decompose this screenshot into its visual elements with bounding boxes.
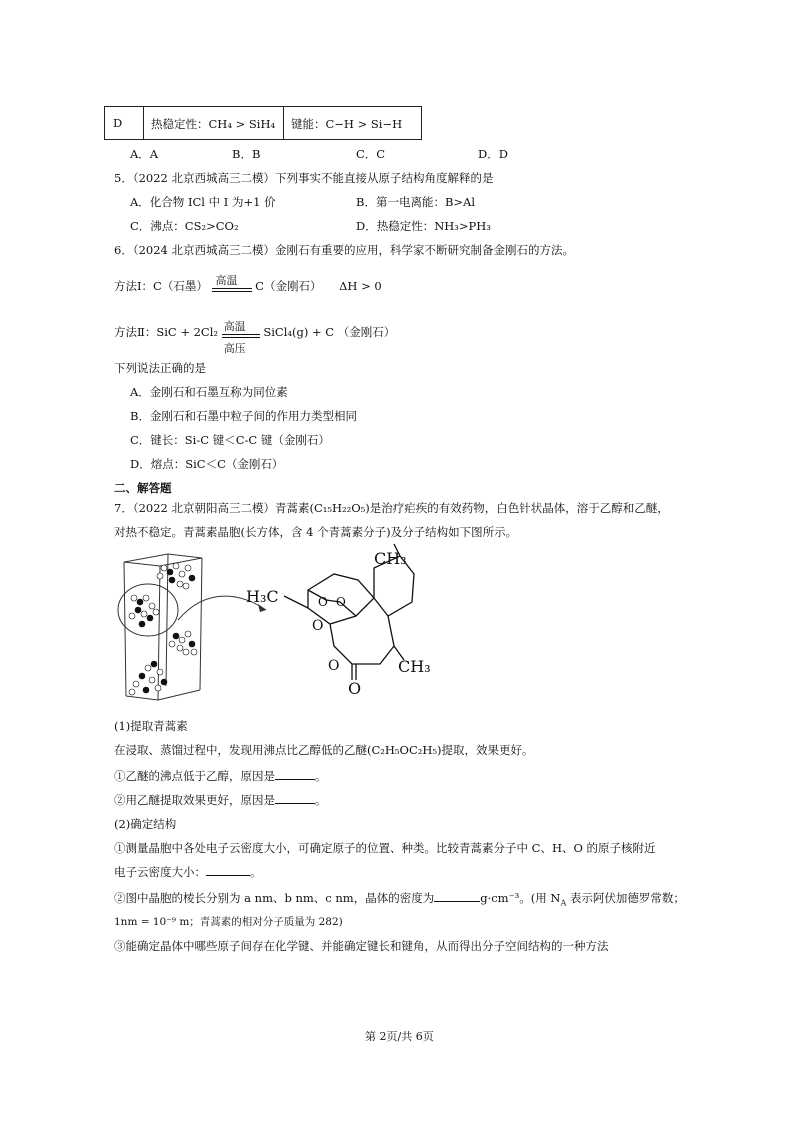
part2-q1-line2 (114, 864, 262, 880)
table-divider (283, 107, 284, 139)
part2-q2 (114, 890, 685, 907)
ch3-right-label: CH₃ (398, 657, 431, 676)
method1-equals-sign (212, 288, 252, 292)
q6-option-d: D．熔点：SiC＜C（金刚石） (130, 457, 284, 471)
atom-clusters (129, 563, 197, 695)
q6-option-b: B．金刚石和石墨中粒子间的作用力类型相同 (130, 409, 357, 423)
q6-question: 下列说法正确的是 (114, 361, 206, 375)
part2-q2-line2: 1nm = 10⁻⁹ m；青蒿素的相对分子质量为 282) (114, 916, 343, 928)
method2-condition-bottom: 高压 (223, 342, 246, 355)
highlight-ellipse (118, 584, 178, 636)
q6-stem: 6．（2024 北京西城高三二模）金刚石有重要的应用，科学家不断研究制备金刚石的方法。 (114, 243, 574, 257)
q5-option-b: B．第一电离能：B>Al (356, 195, 476, 209)
q5-stem: 5．（2022 北京西城高三二模）下列事实不能直接从原子结构角度解释的是 (114, 171, 494, 185)
method2-reactant: 方法Ⅱ：SiC + 2Cl₂ (114, 325, 219, 339)
answer-blank[interactable] (275, 769, 315, 780)
method2-condition (222, 320, 260, 355)
q5-option-c: C．沸点：CS₂>CO₂ (130, 219, 239, 233)
section-title: 二、解答题 (114, 481, 172, 495)
ring-o-label: O (328, 658, 340, 674)
q7-line1: 7．（2022 北京朝阳高三二模）青蒿素(C₁₅H₂₂O₅)是治疗疟疾的有效药物，白色针状晶体，溶于乙醇和乙醚， (114, 501, 669, 515)
part1-q1-text: ①乙醚的沸点低于乙醇，原因是 (114, 769, 275, 783)
part1-text: 在浸取、蒸馏过程中，发现用沸点比乙醇低的乙醚(C₂H₅OC₂H₅)提取，效果更好。 (114, 743, 534, 757)
ring-o-label: O (312, 618, 324, 634)
part2-title: (2)确定结构 (114, 817, 177, 831)
period: 。 (315, 793, 327, 807)
part1-q2-text: ②用乙醚提取效果更好，原因是 (114, 793, 275, 807)
q4-option-b: B．B (232, 147, 261, 161)
method1-reactant: 方法Ⅰ：C（石墨） (114, 279, 208, 293)
peroxide-o-label: O (336, 595, 346, 609)
table-divider (143, 107, 144, 139)
q4-option-c: C．C (356, 147, 386, 161)
answer-blank[interactable] (434, 891, 480, 902)
answer-table-row-d (104, 106, 422, 140)
method1-enthalpy: ΔH > 0 (339, 279, 382, 293)
method2-product: SiCl₄(g) + C （金刚石） (263, 325, 396, 339)
part2-q1-line2-text: 电子云密度大小： (114, 865, 206, 879)
part1-q1 (114, 768, 327, 784)
q6-option-c: C．键长：Si-C 键＜C-C 键（金刚石） (130, 433, 330, 447)
subscript-a: A (560, 898, 567, 908)
density-unit: g·cm⁻³ (480, 891, 520, 905)
answer-blank[interactable] (275, 793, 315, 804)
q4-option-a: A．A (130, 147, 159, 161)
q7-line2: 对热不稳定。青蒿素晶胞(长方体，含 4 个青蒿素分子)及分子结构如下图所示。 (114, 525, 518, 539)
table-col-letter: D (113, 116, 123, 130)
peroxide-o-label: O (318, 595, 328, 609)
part1-title: (1)提取青蒿素 (114, 719, 188, 733)
table-cell-bond-energy: 键能：C−H > Si−H (291, 117, 403, 131)
answer-blank[interactable] (206, 865, 250, 876)
method1-product: C（金刚石） (255, 279, 322, 293)
method2-condition-top: 高温 (223, 320, 246, 333)
part2-q2-note: 。(用 N (519, 891, 561, 905)
artemisinin-figure (112, 540, 452, 710)
method1-condition (212, 274, 252, 292)
q6-option-a: A．金刚石和石墨互称为同位素 (130, 385, 288, 399)
part2-q3: ③能确定晶体中哪些原子间存在化学键、并能确定键长和键角，从而得出分子空间结构的一种方法 (114, 939, 609, 953)
h3c-label: H₃C (246, 587, 279, 606)
ch3-top-label: CH₃ (374, 549, 407, 568)
method2-equals-sign (222, 334, 260, 338)
period: 。 (250, 865, 262, 879)
period: 。 (315, 769, 327, 783)
carbonyl-o-label: O (348, 679, 362, 698)
part2-q2-text: ②图中晶胞的棱长分别为 a nm、b nm、c nm，晶体的密度为 (114, 891, 435, 905)
q4-option-d: D．D (478, 147, 508, 161)
q6-method2 (114, 320, 396, 355)
part2-q2-note-end: 表示阿伏加德罗常数； (566, 891, 685, 905)
method1-condition-label: 高温 (215, 274, 238, 287)
q5-option-d: D．热稳定性：NH₃>PH₃ (356, 219, 491, 233)
table-cell-stability: 热稳定性：CH₄ > SiH₄ (151, 117, 276, 131)
q5-option-a: A．化合物 ICl 中 I 为+1 价 (130, 195, 276, 209)
part1-q2 (114, 792, 327, 808)
page-footer: 第 2页/共 6页 (365, 1030, 434, 1043)
q6-method1 (114, 274, 382, 294)
part2-q1-line1: ①测量晶胞中各处电子云密度大小，可确定原子的位置、种类。比较青蒿素分子中 C、H、O 的原子核附近 (114, 841, 656, 855)
